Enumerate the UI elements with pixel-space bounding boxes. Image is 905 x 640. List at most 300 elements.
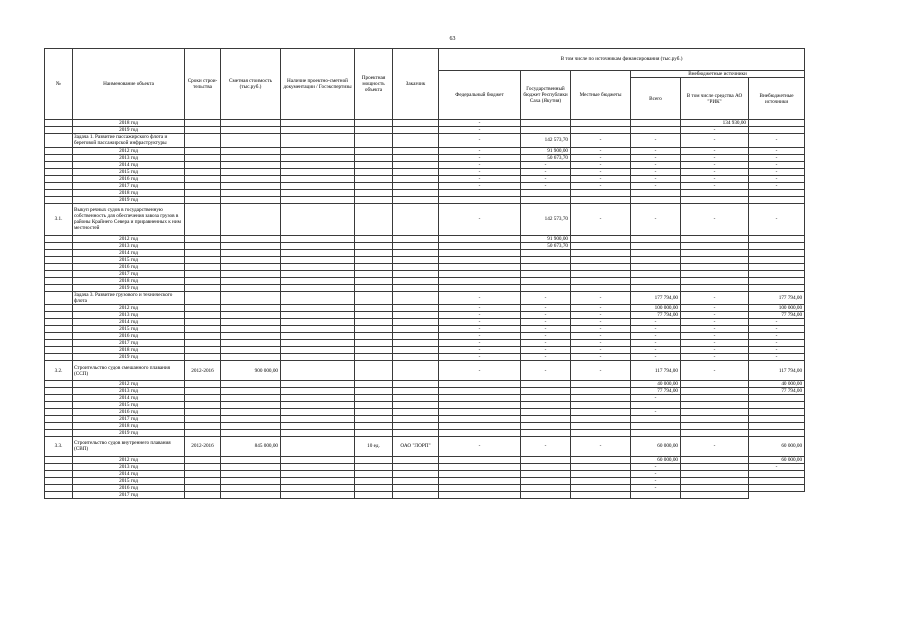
table-cell: 177 794,00 xyxy=(749,292,805,305)
table-cell xyxy=(749,271,805,278)
table-cell: 2012-2016 xyxy=(185,436,221,456)
table-cell xyxy=(281,154,355,161)
table-cell xyxy=(221,326,281,333)
table-cell: Строительство судов внутреннего плавания (СВП) xyxy=(73,436,185,456)
table-cell xyxy=(749,236,805,243)
table-cell xyxy=(393,305,439,312)
table-cell xyxy=(571,401,631,408)
table-cell: 40 000,00 xyxy=(631,380,681,387)
table-cell xyxy=(681,463,749,470)
table-cell: - xyxy=(681,333,749,340)
table-cell xyxy=(281,408,355,415)
table-cell xyxy=(221,243,281,250)
table-cell: 60 000,00 xyxy=(631,456,681,463)
table-cell: - xyxy=(681,436,749,456)
table-cell xyxy=(281,333,355,340)
table-cell xyxy=(521,429,571,436)
table-cell xyxy=(681,236,749,243)
table-cell xyxy=(281,380,355,387)
table-cell: 2016 год xyxy=(73,175,185,182)
table-cell xyxy=(185,196,221,203)
table-cell xyxy=(45,154,73,161)
table-cell xyxy=(355,380,393,387)
table-cell xyxy=(281,236,355,243)
table-cell: - xyxy=(439,175,521,182)
table-cell: - xyxy=(439,154,521,161)
table-cell xyxy=(221,354,281,361)
table-cell: 142 573,70 xyxy=(521,134,571,147)
table-cell: - xyxy=(631,470,681,477)
table-cell: 2012 год xyxy=(73,147,185,154)
table-cell xyxy=(749,285,805,292)
table-cell xyxy=(45,477,73,484)
table-cell xyxy=(393,154,439,161)
table-cell: 3.3. xyxy=(45,436,73,456)
table-cell xyxy=(185,168,221,175)
table-cell xyxy=(571,380,631,387)
table-cell xyxy=(185,182,221,189)
table-cell xyxy=(185,319,221,326)
table-cell xyxy=(681,257,749,264)
table-cell: 77 794,00 xyxy=(631,312,681,319)
table-cell: - xyxy=(681,354,749,361)
table-cell: 2018 год xyxy=(73,278,185,285)
table-cell xyxy=(749,196,805,203)
table-cell xyxy=(45,387,73,394)
table-cell xyxy=(681,470,749,477)
table-cell xyxy=(45,491,73,498)
table-row xyxy=(45,168,871,175)
table-row xyxy=(45,470,871,477)
table-cell xyxy=(281,436,355,456)
table-cell xyxy=(281,292,355,305)
table-cell xyxy=(221,147,281,154)
table-cell xyxy=(221,236,281,243)
table-cell: - xyxy=(571,147,631,154)
table-cell: 134 930,00 xyxy=(681,120,749,127)
table-cell: 2016 год xyxy=(73,408,185,415)
table-cell xyxy=(571,271,631,278)
table-cell: - xyxy=(439,161,521,168)
table-cell: - xyxy=(521,182,571,189)
table-cell xyxy=(681,285,749,292)
table-cell xyxy=(185,250,221,257)
table-cell: - xyxy=(571,203,631,236)
table-cell: Задача 3. Развитие грузового и технического флота xyxy=(73,292,185,305)
table-cell xyxy=(355,319,393,326)
table-cell xyxy=(355,333,393,340)
table-cell xyxy=(221,415,281,422)
table-row xyxy=(45,347,871,354)
table-cell xyxy=(439,278,521,285)
table-cell xyxy=(45,147,73,154)
table-cell xyxy=(185,340,221,347)
table-cell xyxy=(393,470,439,477)
table-cell xyxy=(749,264,805,271)
table-cell: - xyxy=(631,354,681,361)
table-cell xyxy=(281,387,355,394)
table-cell xyxy=(393,250,439,257)
table-cell: - xyxy=(749,175,805,182)
table-cell xyxy=(521,278,571,285)
table-cell xyxy=(281,147,355,154)
table-cell: - xyxy=(439,203,521,236)
table-cell xyxy=(221,120,281,127)
table-cell xyxy=(681,484,749,491)
table-cell: - xyxy=(521,333,571,340)
table-cell xyxy=(393,203,439,236)
table-cell xyxy=(355,408,393,415)
table-cell: - xyxy=(681,154,749,161)
table-row xyxy=(45,127,871,134)
table-cell xyxy=(221,175,281,182)
table-cell xyxy=(439,243,521,250)
table-cell: - xyxy=(631,175,681,182)
table-cell: 77 794,00 xyxy=(631,387,681,394)
table-cell xyxy=(571,408,631,415)
table-cell xyxy=(185,333,221,340)
table-cell xyxy=(355,203,393,236)
table-cell: 2017 год xyxy=(73,491,185,498)
table-cell xyxy=(749,429,805,436)
table-cell xyxy=(571,470,631,477)
table-cell xyxy=(439,477,521,484)
table-cell xyxy=(439,394,521,401)
table-cell xyxy=(281,271,355,278)
table-cell xyxy=(355,285,393,292)
table-cell xyxy=(631,236,681,243)
table-cell: - xyxy=(681,161,749,168)
table-cell xyxy=(521,285,571,292)
table-cell xyxy=(521,477,571,484)
table-cell: 2012 год xyxy=(73,380,185,387)
table-cell xyxy=(355,257,393,264)
table-row xyxy=(45,292,871,305)
table-cell xyxy=(571,422,631,429)
table-cell: 2015 год xyxy=(73,401,185,408)
table-cell xyxy=(185,491,221,498)
table-cell xyxy=(571,243,631,250)
table-cell xyxy=(45,161,73,168)
header-no: № xyxy=(45,49,73,120)
table-row xyxy=(45,401,871,408)
table-cell xyxy=(393,347,439,354)
table-cell: 2012 год xyxy=(73,236,185,243)
table-cell xyxy=(281,456,355,463)
table-cell: 2014 год xyxy=(73,470,185,477)
table-cell: 2017 год xyxy=(73,415,185,422)
table-cell: - xyxy=(631,134,681,147)
table-cell: 845 000,00 xyxy=(221,436,281,456)
header-local: Местные бюджеты xyxy=(571,71,631,120)
table-cell xyxy=(631,250,681,257)
table-cell xyxy=(281,168,355,175)
table-cell: - xyxy=(439,326,521,333)
table-cell xyxy=(631,278,681,285)
table-cell: - xyxy=(631,147,681,154)
table-cell xyxy=(45,463,73,470)
table-cell: - xyxy=(631,182,681,189)
table-cell: - xyxy=(749,333,805,340)
header-ob-rik: В том числе средства АО "РИК" xyxy=(681,78,749,120)
table-cell xyxy=(221,463,281,470)
table-cell xyxy=(185,243,221,250)
table-cell xyxy=(281,477,355,484)
table-cell xyxy=(185,203,221,236)
table-cell xyxy=(631,285,681,292)
table-cell xyxy=(393,243,439,250)
table-cell: - xyxy=(439,168,521,175)
table-cell xyxy=(439,257,521,264)
table-cell xyxy=(749,257,805,264)
table-cell: - xyxy=(631,203,681,236)
table-cell: - xyxy=(521,436,571,456)
table-cell xyxy=(393,340,439,347)
table-cell: 900 000,00 xyxy=(221,361,281,381)
table-cell xyxy=(45,415,73,422)
table-cell xyxy=(571,456,631,463)
table-cell: 142 573,70 xyxy=(521,203,571,236)
table-cell xyxy=(439,236,521,243)
header-state: Государственный бюджет Республики Саха (Якутия) xyxy=(521,71,571,120)
table-cell xyxy=(221,292,281,305)
table-cell: 77 794,00 xyxy=(749,387,805,394)
table-cell: - xyxy=(521,168,571,175)
table-cell xyxy=(281,196,355,203)
table-cell xyxy=(439,408,521,415)
table-cell: - xyxy=(521,292,571,305)
table-row xyxy=(45,408,871,415)
table-cell xyxy=(439,387,521,394)
table-cell xyxy=(355,312,393,319)
table-cell xyxy=(355,326,393,333)
table-cell: - xyxy=(521,161,571,168)
table-cell xyxy=(221,477,281,484)
table-cell xyxy=(355,278,393,285)
table-cell: - xyxy=(439,333,521,340)
table-cell xyxy=(281,394,355,401)
table-cell: - xyxy=(681,134,749,147)
table-cell xyxy=(45,333,73,340)
table-cell: 2015 год xyxy=(73,168,185,175)
table-cell xyxy=(393,401,439,408)
table-cell: 60 000,00 xyxy=(749,456,805,463)
table-row xyxy=(45,175,871,182)
table-cell xyxy=(221,250,281,257)
table-cell: - xyxy=(439,319,521,326)
table-cell xyxy=(281,127,355,134)
table-cell xyxy=(45,456,73,463)
table-cell xyxy=(393,175,439,182)
table-row xyxy=(45,380,871,387)
table-cell: - xyxy=(571,292,631,305)
table-cell xyxy=(571,127,631,134)
table-cell xyxy=(439,401,521,408)
table-cell: 2012 год xyxy=(73,456,185,463)
table-cell xyxy=(631,257,681,264)
table-cell xyxy=(185,408,221,415)
table-cell xyxy=(185,271,221,278)
table-cell xyxy=(521,387,571,394)
table-cell: - xyxy=(681,340,749,347)
table-cell xyxy=(281,401,355,408)
table-cell: 2018 год xyxy=(73,189,185,196)
table-cell xyxy=(281,422,355,429)
table-cell xyxy=(281,429,355,436)
table-cell: 2016 год xyxy=(73,484,185,491)
table-cell: Задача 1. Развитие пассажирского флота и береговой пассажирской инфраструктуры xyxy=(73,134,185,147)
table-cell xyxy=(185,394,221,401)
table-cell xyxy=(521,271,571,278)
table-cell xyxy=(185,354,221,361)
table-cell xyxy=(281,305,355,312)
table-row xyxy=(45,319,871,326)
table-cell xyxy=(221,408,281,415)
table-cell xyxy=(355,196,393,203)
table-cell xyxy=(681,394,749,401)
table-cell xyxy=(571,236,631,243)
table-cell xyxy=(281,463,355,470)
table-cell: 117 794,00 xyxy=(749,361,805,381)
table-cell xyxy=(681,415,749,422)
table-cell xyxy=(631,189,681,196)
table-cell xyxy=(571,387,631,394)
table-cell xyxy=(571,278,631,285)
table-cell xyxy=(355,484,393,491)
table-cell xyxy=(221,196,281,203)
table-cell: 100 000,00 xyxy=(631,305,681,312)
table-cell xyxy=(45,347,73,354)
table-cell xyxy=(631,264,681,271)
table-cell xyxy=(45,236,73,243)
table-cell xyxy=(681,243,749,250)
table-cell xyxy=(45,401,73,408)
table-cell xyxy=(45,305,73,312)
table-cell: 2014 год xyxy=(73,250,185,257)
table-cell xyxy=(393,189,439,196)
table-cell xyxy=(749,243,805,250)
table-cell xyxy=(221,257,281,264)
table-cell xyxy=(521,127,571,134)
table-cell xyxy=(45,326,73,333)
table-cell xyxy=(571,463,631,470)
table-cell xyxy=(281,278,355,285)
table-cell xyxy=(221,484,281,491)
table-cell: 2015 год xyxy=(73,326,185,333)
table-cell xyxy=(749,394,805,401)
table-cell: 3.2. xyxy=(45,361,73,381)
table-cell xyxy=(393,477,439,484)
table-cell xyxy=(393,333,439,340)
table-row xyxy=(45,415,871,422)
table-cell: 60 000,00 xyxy=(631,436,681,456)
table-cell xyxy=(439,484,521,491)
table-cell xyxy=(281,354,355,361)
table-cell xyxy=(631,271,681,278)
table-cell xyxy=(281,134,355,147)
table-cell xyxy=(439,264,521,271)
table-cell xyxy=(681,264,749,271)
table-cell xyxy=(281,243,355,250)
table-cell: 2017 год xyxy=(73,182,185,189)
table-cell xyxy=(185,120,221,127)
table-cell xyxy=(355,463,393,470)
table-cell: - xyxy=(681,347,749,354)
table-cell xyxy=(393,326,439,333)
table-cell: 2014 год xyxy=(73,161,185,168)
table-row xyxy=(45,236,871,243)
table-cell xyxy=(45,484,73,491)
table-cell: Строительство судов смешанного плавания (ССП) xyxy=(73,361,185,381)
table-cell xyxy=(355,127,393,134)
table-cell xyxy=(393,456,439,463)
table-cell xyxy=(393,361,439,381)
table-cell xyxy=(45,134,73,147)
table-cell xyxy=(281,319,355,326)
table-cell xyxy=(749,278,805,285)
table-cell: - xyxy=(631,394,681,401)
table-row xyxy=(45,477,871,484)
table-cell xyxy=(393,415,439,422)
table-cell: 177 794,00 xyxy=(631,292,681,305)
table-cell xyxy=(221,271,281,278)
table-cell: - xyxy=(681,175,749,182)
table-cell: - xyxy=(631,477,681,484)
table-cell xyxy=(393,196,439,203)
table-cell: - xyxy=(749,134,805,147)
table-cell xyxy=(355,401,393,408)
table-cell: - xyxy=(631,168,681,175)
table-cell xyxy=(45,175,73,182)
header-term: Сроки строи-тельства xyxy=(185,49,221,120)
table-cell: 10 ед. xyxy=(355,436,393,456)
table-cell xyxy=(45,470,73,477)
table-cell xyxy=(681,401,749,408)
table-cell xyxy=(571,484,631,491)
table-cell: - xyxy=(571,175,631,182)
table-cell xyxy=(749,415,805,422)
table-cell xyxy=(749,120,805,127)
table-cell xyxy=(521,463,571,470)
table-cell xyxy=(355,189,393,196)
table-cell xyxy=(221,189,281,196)
table-cell xyxy=(439,456,521,463)
table-cell: - xyxy=(439,312,521,319)
table-cell xyxy=(355,415,393,422)
table-cell: - xyxy=(571,305,631,312)
table-cell: - xyxy=(631,326,681,333)
table-row xyxy=(45,361,871,381)
table-cell: 2013 год xyxy=(73,312,185,319)
table-cell xyxy=(45,285,73,292)
table-cell xyxy=(45,278,73,285)
table-cell: - xyxy=(439,292,521,305)
table-cell xyxy=(281,347,355,354)
table-cell: 2019 год xyxy=(73,285,185,292)
table-cell xyxy=(185,380,221,387)
table-cell xyxy=(185,326,221,333)
table-cell xyxy=(393,408,439,415)
table-cell xyxy=(393,285,439,292)
table-cell xyxy=(521,484,571,491)
table-row xyxy=(45,305,871,312)
table-cell xyxy=(221,182,281,189)
table-cell xyxy=(221,305,281,312)
table-cell xyxy=(185,347,221,354)
table-cell xyxy=(749,408,805,415)
table-cell xyxy=(439,196,521,203)
table-cell xyxy=(45,264,73,271)
